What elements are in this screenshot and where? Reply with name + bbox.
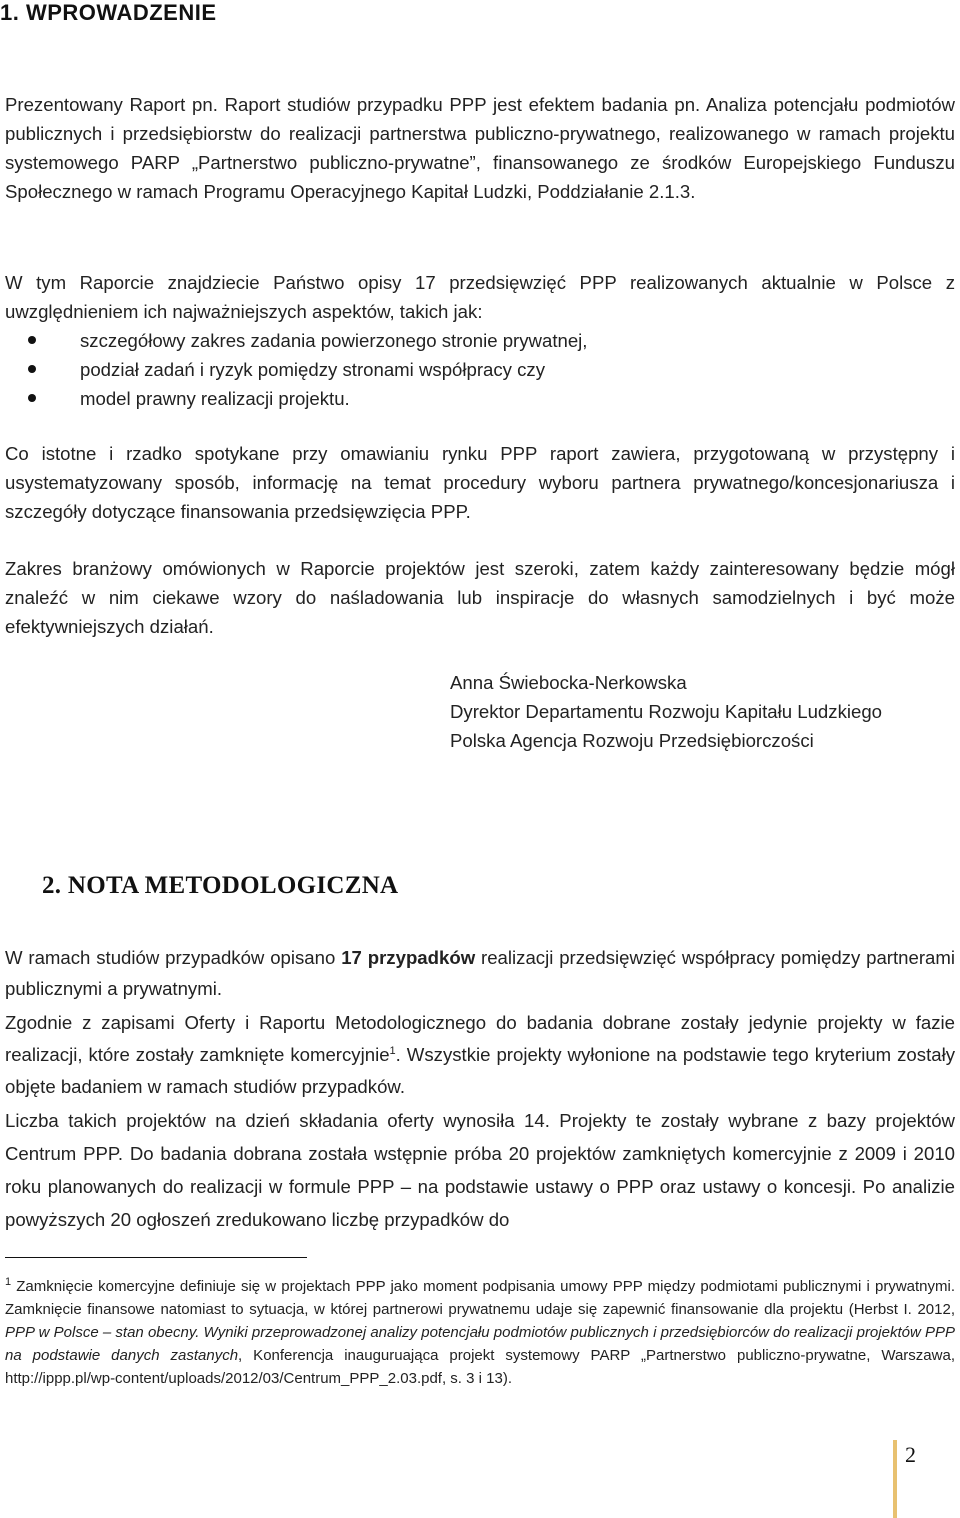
intro-paragraph-4: Zakres branżowy omówionych w Raporcie projektów jest szeroki, zatem każdy zainteresowany będzie mógł znaleźć w nim ciekawe wzory do naśladowania lub inspiracje do własnych samodzielnych i być może efektywniejszych działań. xyxy=(5,558,955,637)
page-number-accent-bar xyxy=(893,1440,897,1518)
methodology-paragraph-1: W ramach studiów przypadków opisano 17 przypadków realizacji przedsięwzięć współpracy pomiędzy partnerami publicznymi a prywatnymi. xyxy=(5,947,955,999)
bullet-dot-icon xyxy=(28,365,36,373)
methodology-paragraph-3: Liczba takich projektów na dzień składania oferty wynosiła 14. Projekty te zostały wybrane z bazy projektów Centrum PPP. Do badania dobrana została wstępnie próba 20 projektów zamkniętych komercyjnie z 2009 i 2010 roku planowanych do realizacji w formule PPP – na podstawie ustawy o PPP oraz ustawy o koncesji. Po analizie powyższych 20 ogłoszeń zredukowano liczbę przypadków do xyxy=(5,1110,955,1230)
methodology-paragraph-2: Zgodnie z zapisami Oferty i Raportu Metodologicznego do badania dobrane zostały jedynie projekty w fazie realizacji, które zostały zamknięte komercyjnie$^1$. Wszystkie projekty wyłonione na podstawie tego kryterium zostały objęte badaniem w ramach studiów przypadków. xyxy=(5,1012,956,1097)
signature-name: Anna Świebocka-Nerkowska xyxy=(450,672,687,693)
bullet-item: szczegółowy zakres zadania powierzonego stronie prywatnej, xyxy=(5,326,955,355)
intro-paragraph-1: Prezentowany Raport pn. Raport studiów przypadku PPP jest efektem badania pn. Analiza potencjału podmiotów publicznych i przedsiębiorstw do realizacji partnerstwa publiczno-prywatnego, realizowanego w ramach projektu systemowego PARP „Partnerstwo publiczno-prywatne”, finansowanego ze środków Europejskiego Funduszu Społecznego w ramach Programu Operacyjnego Kapitał Ludzki, Poddziałanie 2.1.3. xyxy=(5,94,955,202)
bullet-dot-icon xyxy=(28,394,36,402)
footnote: $^1$ Zamknięcie komercyjne definiuje się w projektach PPP jako moment podpisania umowy PPP między podmiotami publicznymi i prywatnymi. Zamknięcie finansowe natomiast to sytuacja, w której partnerowi prywatnemu udaje się zapewnić finansowanie dla projektu (Herbst I. 2012, PPP w Polsce – stan obecny. Wyniki przeprowadzonej analizy potencjału podmiotów publicznych i przedsiębiorców do realizacji projektów PPP na podstawie danych zastanych, Konferencja inauguruająca projekt systemowy PARP „Partnerstwo publiczno-prywatne, Warszawa, http://ippp.pl/wp-content/uploads/2012/03/Centrum_PPP_2.03.pdf, s. 3 i 13). xyxy=(5,1276,955,1387)
page-number: 2 xyxy=(905,1442,916,1467)
intro-paragraph-3: Co istotne i rzadko spotykane przy omawianiu rynku PPP raport zawiera, przygotowaną w przystępny i usystematyzowany sposób, informację na temat procedury wyboru partnera prywatnego/koncesjonariusza i szczegóły dotyczące finansowania przedsięwzięcia PPP. xyxy=(5,443,955,522)
section-heading-introduction: 1. WPROWADZENIE xyxy=(0,0,217,25)
signature-organization: Polska Agencja Rozwoju Przedsiębiorczości xyxy=(450,730,814,751)
bullet-dot-icon xyxy=(28,336,36,344)
signature-block xyxy=(450,668,950,755)
aspects-bullet-list xyxy=(5,326,955,413)
intro-paragraph-2: W tym Raporcie znajdziecie Państwo opisy 17 przedsięwzięć PPP realizowanych aktualnie w Polsce z uwzględnieniem ich najważniejszych aspektów, takich jak: xyxy=(5,272,955,322)
footnote-mark: 1 xyxy=(5,1276,12,1288)
signature-role: Dyrektor Departamentu Rozwoju Kapitału Ludzkiego xyxy=(450,701,883,722)
footnote-reference[interactable]: 1 xyxy=(389,1044,396,1057)
section-heading-methodology: 2. NOTA METODOLOGICZNA xyxy=(42,872,399,899)
footnote-separator xyxy=(5,1257,307,1258)
bullet-item: podział zadań i ryzyk pomiędzy stronami współpracy czy xyxy=(5,355,955,384)
case-count: 17 przypadków xyxy=(341,947,476,968)
bullet-item: model prawny realizacji projektu. xyxy=(5,384,955,413)
